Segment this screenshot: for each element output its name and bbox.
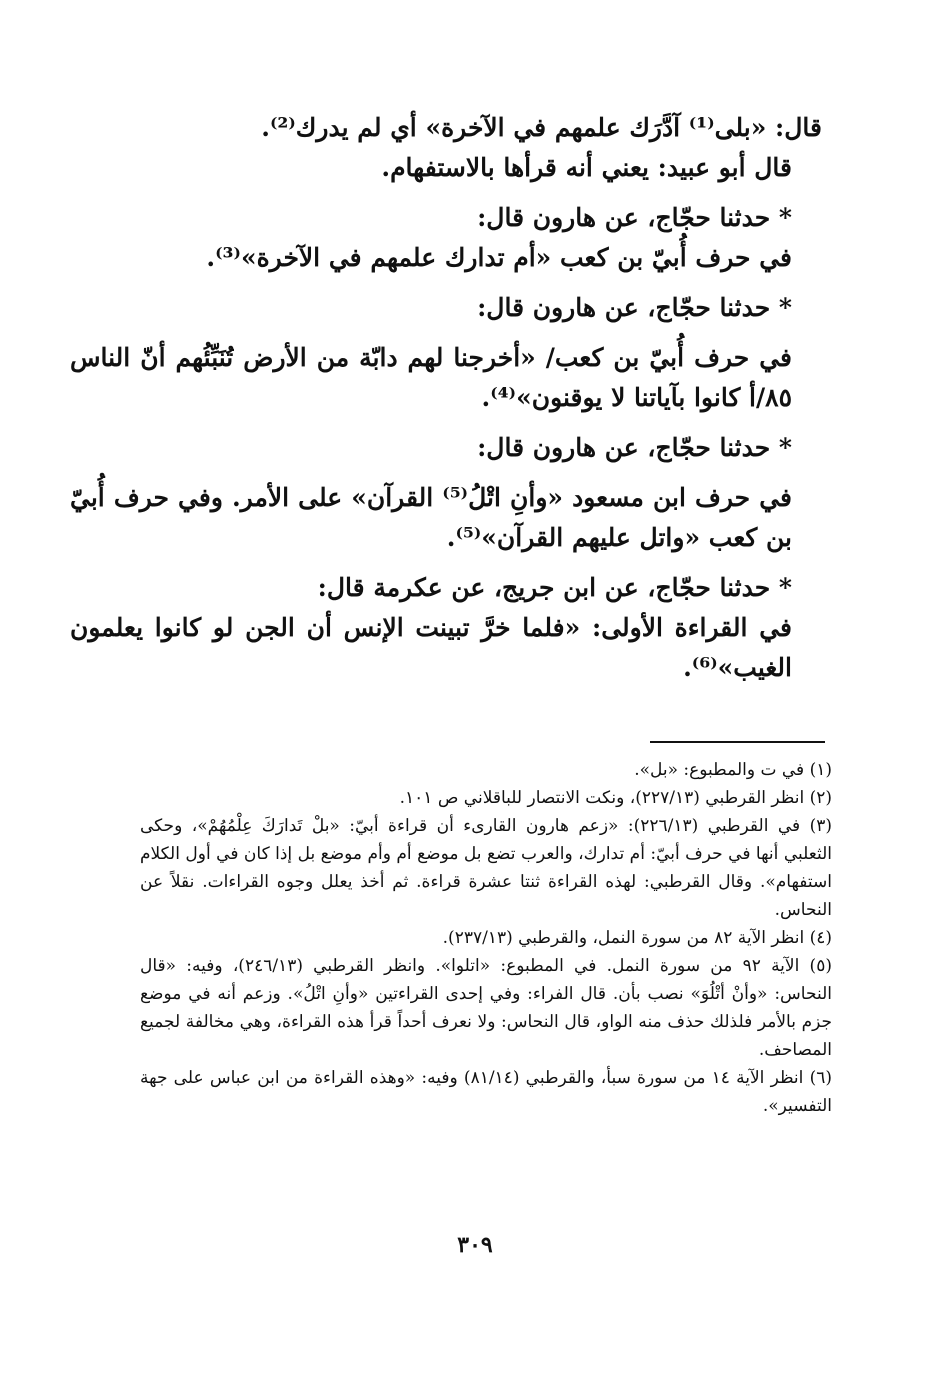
hadith-chain: * حدثنا حجّاج، عن هارون قال: — [477, 293, 792, 322]
hadith-chain: * حدثنا حجّاج، عن هارون قال: — [477, 433, 792, 462]
paragraph: في القراءة الأولى: «فلما خرَّ تبينت الإنس أن الجن لو كانوا يعلمون الغيب»⁽⁶⁾. — [70, 613, 792, 682]
footnote: (٤) انظر الآية ٨٢ من سورة النمل، والقرطبي (٢٣٧/١٣). — [442, 928, 832, 948]
footnote: (٦) انظر الآية ١٤ من سورة سبأ، والقرطبي (٨١/١٤) وفيه: «وهذه القراءة من ابن عباس على جهة التفسير». — [140, 1068, 832, 1116]
paragraph: في حرف أُبيّ بن كعب «أم تدارك علمهم في الآخرة»⁽³⁾. — [206, 243, 792, 272]
footnote: (٢) انظر القرطبي (٢٢٧/١٣)، ونكت الانتصار للباقلاني ص ١٠١. — [399, 788, 832, 808]
footnote-divider — [650, 741, 825, 743]
page-number: ٣٠٩ — [457, 1232, 493, 1258]
paragraph: في حرف ابن مسعود «وأنِ اتْلُ⁽⁵⁾ القرآن» على الأمر. وفي حرف أُبيّ بن كعب «واتل عليهم القرآن»⁽⁵⁾. — [70, 483, 792, 552]
footnote: (٣) في القرطبي (٢٢٦/١٣): «زعم هارون القارىء أن قراءة أبيّ: «بلْ تَدارَكَ عِلْمُهُمْ»، وحكى الثعلبي أنها في حرف أبيّ: أم تدارك، والعرب تضع بل موضع أم وأم موضع بل إذا كان في أول الكلام استفهام». وقال القرطبي: لهذه القراءة ثنتا عشرة قراءة. ثم أخذ يعلل وجوه القراءات. نقلاً عن النحاس. — [140, 816, 833, 920]
footnote: (١) في ت والمطبوع: «بل». — [634, 760, 832, 780]
footnotes — [140, 756, 832, 1120]
paragraph: في حرف أُبيّ بن كعب/ «أخرجنا لهم دابّة من الأرض تُنَبِّئُهم أنّ الناس ٨٥/أ كانوا بآياتنا لا يوقنون»⁽⁴⁾. — [70, 343, 792, 412]
hadith-chain: * حدثنا حجّاج، عن هارون قال: — [477, 203, 792, 232]
paragraph: قال: «بلى⁽¹⁾ آدَّرَك علمهم في الآخرة» أي لم يدرك⁽²⁾. — [261, 113, 822, 142]
main-text — [70, 108, 822, 688]
footnote: (٥) الآية ٩٢ من سورة النمل. في المطبوع: «اتلوا». وانظر القرطبي (٢٤٦/١٣)، وفيه: «قال النحاس: «وأنْ أتْلُوَ» نصب بأن. قال الفراء: وفي إحدى القراءتين «وأنِ اتْلُ». وزعم أنه في موضع جزم بالأمر فلذلك حذف منه الواو، قال النحاس: ولا نعرف أحداً قرأ هذه القراءة، وهي مخالفة لجميع المصاحف. — [140, 956, 832, 1060]
paragraph: قال أبو عبيد: يعني أنه قرأها بالاستفهام. — [381, 153, 792, 182]
hadith-chain: * حدثنا حجّاج، عن ابن جريج، عن عكرمة قال: — [317, 573, 792, 602]
